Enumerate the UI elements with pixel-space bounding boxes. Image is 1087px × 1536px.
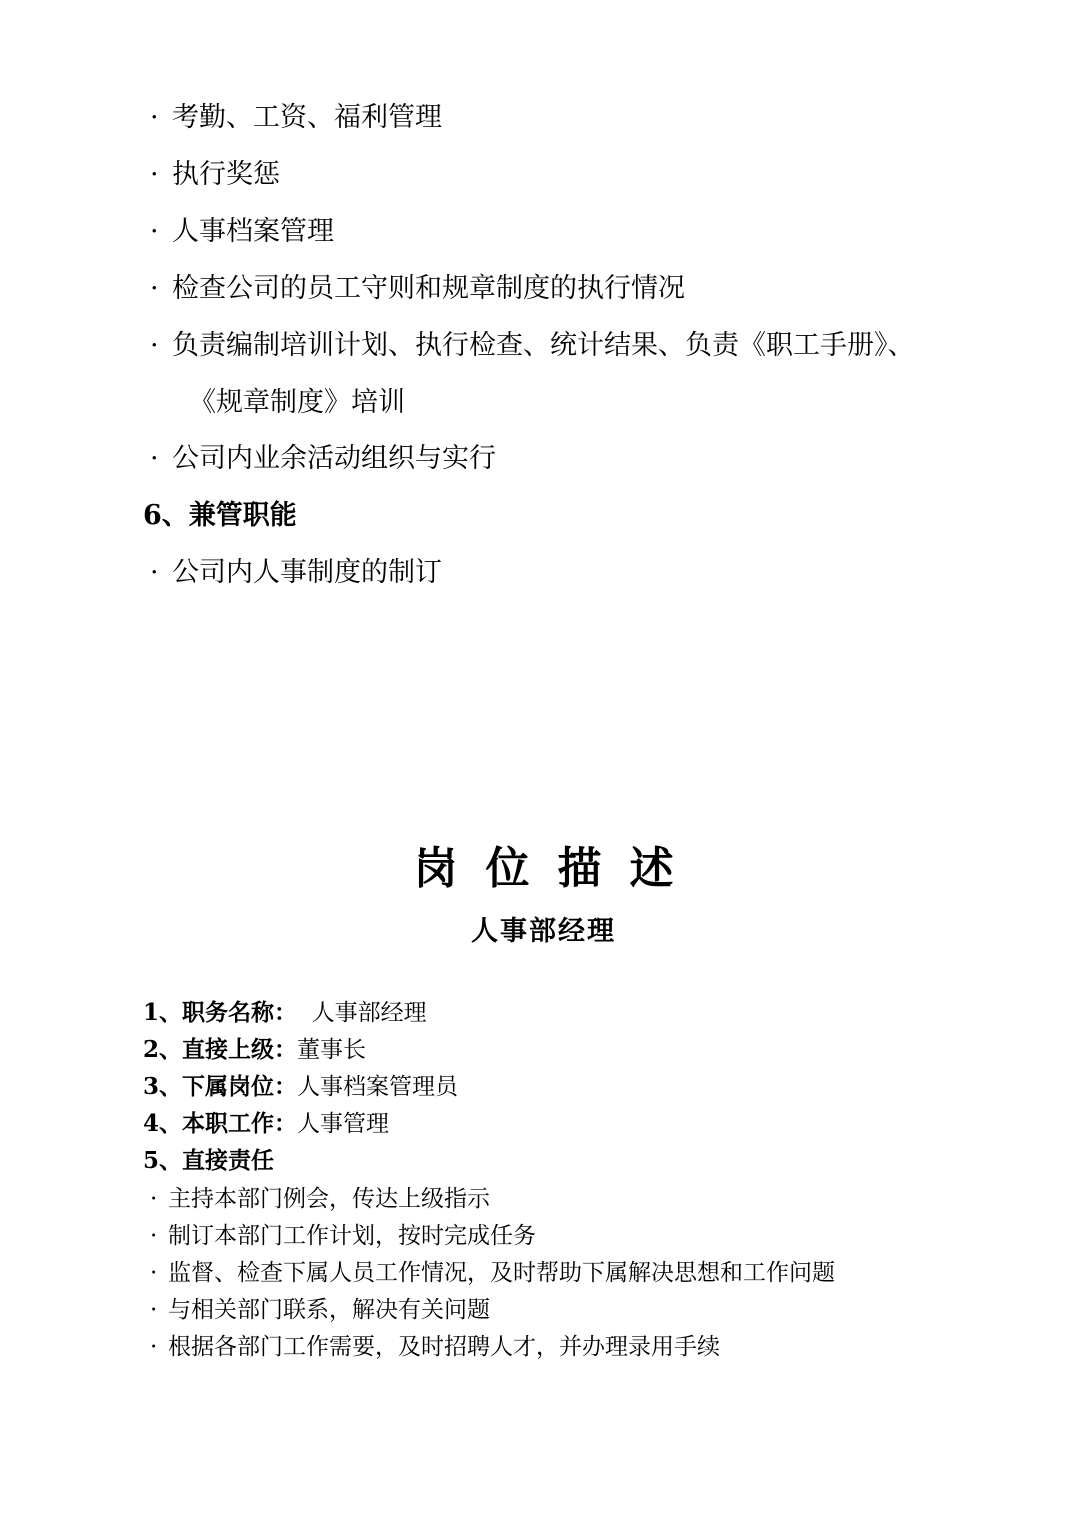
field-row bbox=[143, 998, 427, 1028]
list-item bbox=[150, 101, 442, 135]
page-title: 岗位描述 bbox=[413, 843, 702, 894]
bullet: · bbox=[150, 330, 159, 361]
bullet: · bbox=[150, 159, 159, 190]
bullet: · bbox=[150, 102, 159, 133]
list-item bbox=[150, 329, 915, 363]
bullet: · bbox=[150, 443, 159, 474]
field-label: 2、直接上级： bbox=[143, 1036, 298, 1063]
bullet: · bbox=[150, 1186, 158, 1212]
section-heading: 6、兼管职能 bbox=[143, 500, 297, 531]
list-item-text: 执行奖惩 bbox=[172, 159, 280, 190]
bullet: · bbox=[150, 273, 159, 304]
duty-text: 制订本部门工作计划，按时完成任务 bbox=[168, 1223, 536, 1249]
field-label: 1、职务名称： bbox=[143, 999, 298, 1026]
field-value: 人事档案管理员 bbox=[297, 1074, 459, 1100]
list-item-text: 人事档案管理 bbox=[172, 216, 334, 247]
list-item-continuation: 《规章制度》培训 bbox=[189, 387, 405, 418]
duty-item bbox=[150, 1184, 490, 1214]
list-item-text: 公司内人事制度的制订 bbox=[172, 557, 442, 588]
list-item-text: 考勤、工资、福利管理 bbox=[172, 102, 442, 133]
duty-text: 主持本部门例会，传达上级指示 bbox=[168, 1186, 490, 1212]
field-label: 3、下属岗位： bbox=[143, 1073, 298, 1100]
duty-item bbox=[150, 1221, 536, 1251]
field-row bbox=[143, 1072, 458, 1102]
list-item bbox=[150, 215, 334, 249]
page-subtitle: 人事部经理 bbox=[471, 916, 616, 947]
bullet: · bbox=[150, 557, 159, 588]
field-label: 5、直接责任 bbox=[143, 1147, 275, 1174]
bullet: · bbox=[150, 1297, 158, 1323]
list-item bbox=[150, 158, 280, 192]
list-item bbox=[150, 272, 685, 306]
field-value: 董事长 bbox=[297, 1037, 367, 1063]
list-item-text: 检查公司的员工守则和规章制度的执行情况 bbox=[172, 273, 685, 304]
list-item bbox=[150, 556, 442, 590]
bullet: · bbox=[150, 1334, 158, 1360]
duty-item bbox=[150, 1295, 490, 1325]
duty-text: 与相关部门联系，解决有关问题 bbox=[168, 1297, 490, 1323]
field-value: 人事管理 bbox=[297, 1111, 390, 1137]
bullet: · bbox=[150, 216, 159, 247]
field-row bbox=[143, 1109, 389, 1139]
field-row bbox=[143, 1035, 366, 1065]
field-row bbox=[143, 1146, 274, 1176]
duty-text: 监督、检查下属人员工作情况，及时帮助下属解决思想和工作问题 bbox=[168, 1260, 835, 1286]
duty-item bbox=[150, 1332, 720, 1362]
duty-item bbox=[150, 1258, 835, 1288]
bullet: · bbox=[150, 1223, 158, 1249]
list-item bbox=[150, 442, 496, 476]
bullet: · bbox=[150, 1260, 158, 1286]
list-item-text: 公司内业余活动组织与实行 bbox=[172, 443, 496, 474]
field-value: 人事部经理 bbox=[297, 1000, 427, 1026]
field-label: 4、本职工作： bbox=[143, 1110, 298, 1137]
list-item-text: 负责编制培训计划、执行检查、统计结果、负责《职工手册》、 bbox=[172, 330, 915, 361]
duty-text: 根据各部门工作需要，及时招聘人才，并办理录用手续 bbox=[168, 1334, 720, 1360]
